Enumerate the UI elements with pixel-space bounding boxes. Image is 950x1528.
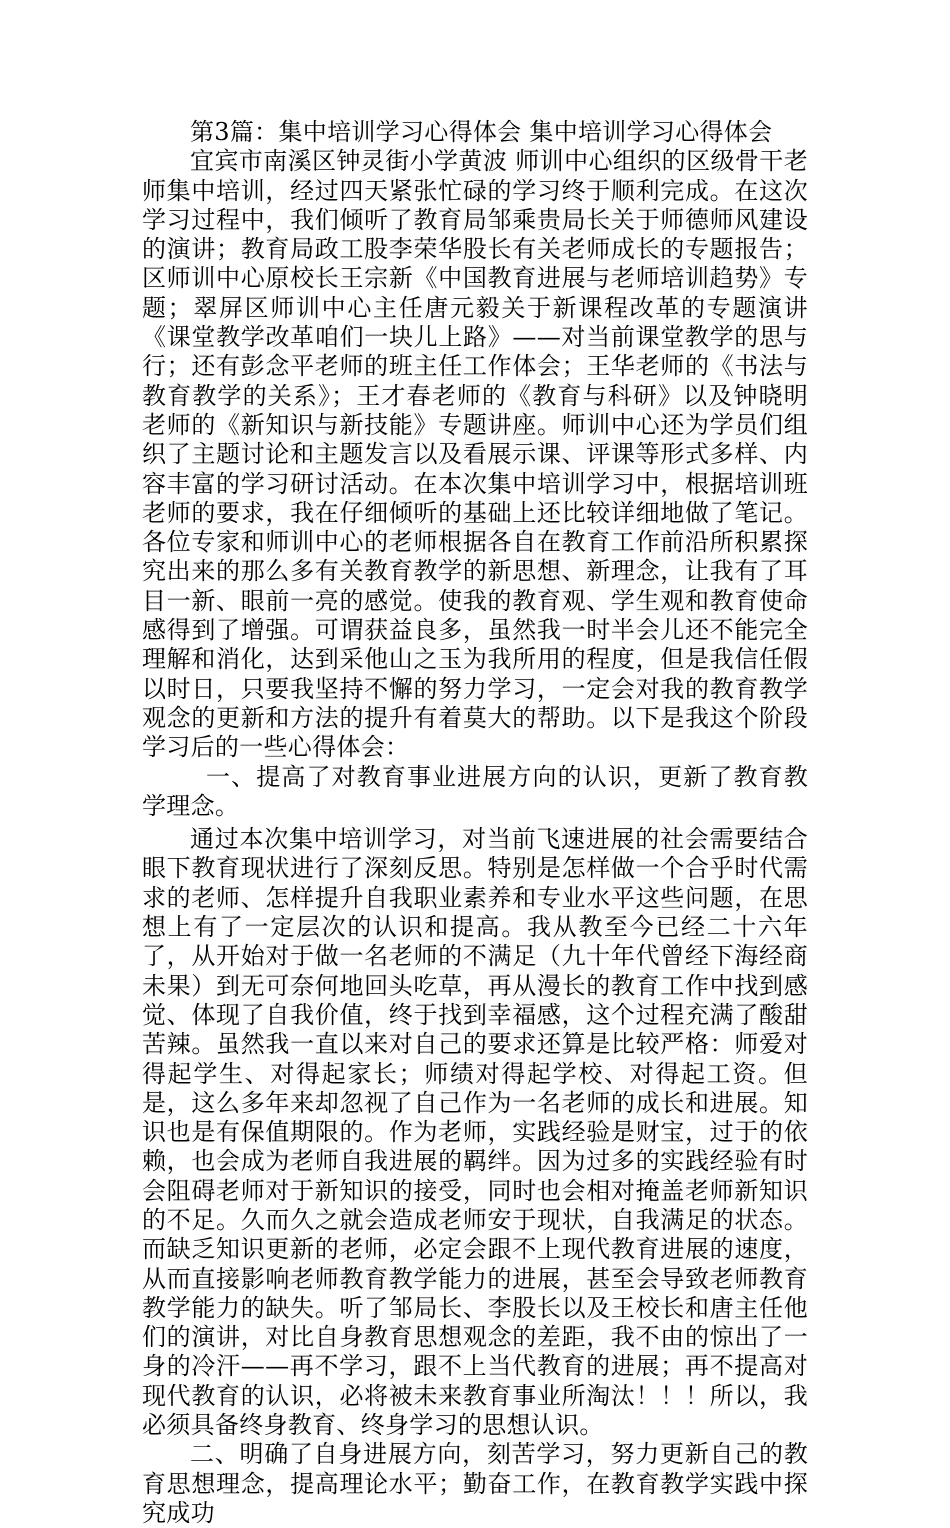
document-title: 第3篇：集中培训学习心得体会 集中培训学习心得体会 [190, 118, 773, 146]
paragraph-intro: 宜宾市南溪区钟灵街小学黄波 师训中心组织的区级骨干老师集中培训，经过四天紧张忙碌的学习终于顺利完成。在这次学习过程中，我们倾听了教育局邹乘贵局长关于师德师风建设的演讲；教育局政工股李荣华股长有关老师成长的专题报告；区师训中心原校长王宗新《中国教育进展与老师培训趋势》专题；翠屏区师训中心主任唐元毅关于新课程改革的专题演讲《课堂教学改革咱们一块儿上路》——对当前课堂教学的思与行；还有彭念平老师的班主任工作体会；王华老师的《书法与教育教学的关系》；王才春老师的《教育与科研》以及钟晓明老师的《新知识与新技能》专题讲座。师训中心还为学员们组织了主题讨论和主题发言以及看展示课、评课等形式多样、内容丰富的学习研讨活动。在本次集中培训学习中，根据培训班老师的要求，我在仔细倾听的基础上还比较详细地做了笔记。各位专家和师训中心的老师根据各自在教育工作前沿所积累探究出来的那么多有关教育教学的新思想、新理念，让我有了耳目一新、眼前一亮的感觉。使我的教育观、学生观和教育使命感得到了增强。可谓获益良多，虽然我一时半会儿还不能完全理解和消化，达到采他山之玉为我所用的程度，但是我信任假以时日，只要我坚持不懈的努力学习，一定会对我的教育教学观念的更新和方法的提升有着莫大的帮助。以下是我这个阶段学习后的一些心得体会： [142, 147, 808, 762]
paragraph-section-1-body: 通过本次集中培训学习，对当前飞速进展的社会需要结合眼下教育现状进行了深刻反思。特别是怎样做一个合乎时代需求的老师、怎样提升自我职业素养和专业水平这些问题，在思想上有了一定层次的认识和提高。我从教至今已经二十六年了，从开始对于做一名老师的不满足（九十年代曾经下海经商未果）到无可奈何地回头吃草，再从漫长的教育工作中找到感觉、体现了自我价值，终于找到幸福感，这个过程充满了酸甜苦辣。虽然我一直以来对自己的要求还算是比较严格：师爱对得起学生、对得起家长；师绩对得起学校、对得起工资。但是，这么多年来却忽视了自己作为一名老师的成长和进展。知识也是有保值期限的。作为老师，实践经验是财宝，过于的依赖，也会成为老师自我进展的羁绊。因为过多的实践经验有时会阻碍老师对于新知识的接受，同时也会相对掩盖老师新知识的不足。久而久之就会造成老师安于现状，自我满足的状态。而缺乏知识更新的老师，必定会跟不上现代教育进展的速度，从而直接影响老师教育教学能力的进展，甚至会导致老师教育教学能力的缺失。听了邹局长、李股长以及王校长和唐主任他们的演讲，对比自身教育思想观念的差距，我不由的惊出了一身的冷汗——再不学习，跟不上当代教育的进展；再不提高对现代教育的认识，必将被未来教育事业所淘汰！！！所以，我必须具备终身教育、终身学习的思想认识。 [142, 825, 808, 1440]
section-heading-1: 一、提高了对教育事业进展方向的认识，更新了教育教学理念。 [142, 762, 808, 820]
section-heading-2: 二、明确了自身进展方向，刻苦学习，努力更新自己的教育思想理念，提高理论水平；勤奋工作，在教育教学实践中探究成功 [142, 1440, 808, 1527]
document-page [142, 118, 808, 1528]
